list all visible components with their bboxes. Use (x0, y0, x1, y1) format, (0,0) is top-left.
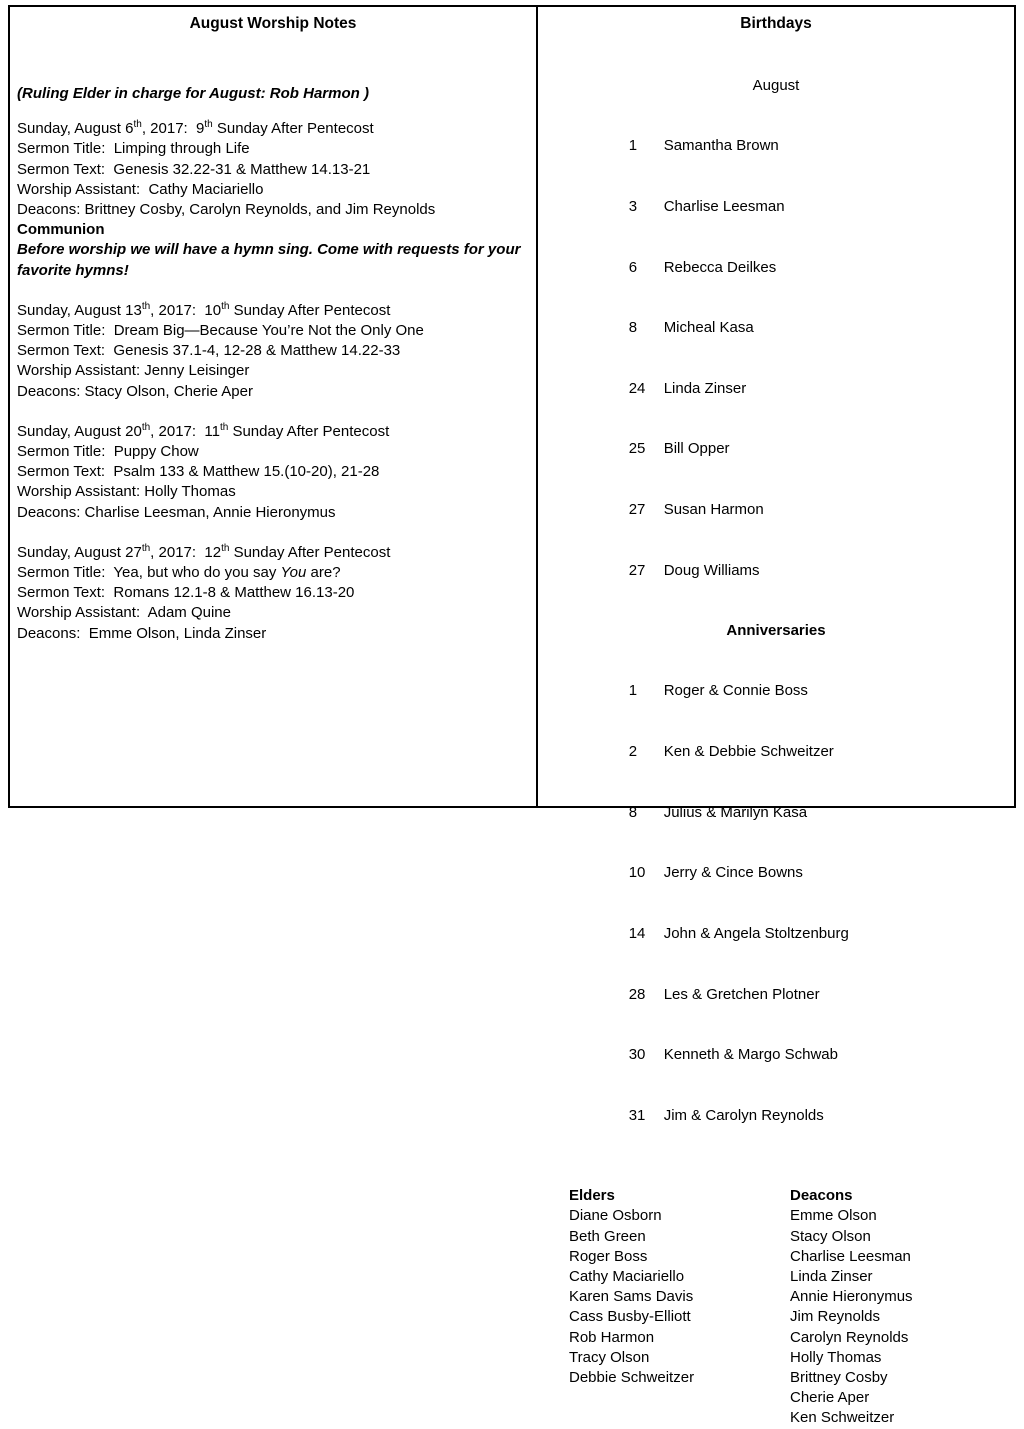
elders-column (569, 1186, 790, 1428)
birthday-name: Doug Williams (663, 561, 760, 579)
sermon-text-line: Sermon Text: Genesis 32.22-31 & Matthew 14.13-21 (17, 160, 371, 178)
officers-section (569, 1186, 1014, 1428)
birthday-row (587, 419, 1014, 480)
anniversary-day: 8 (628, 803, 638, 821)
ordinal-suffix: th (221, 300, 230, 312)
worship-assistant-line: Worship Assistant: Cathy Maciariello (17, 180, 264, 198)
deacon-name: Carolyn Reynolds (790, 1328, 909, 1346)
anniversary-names: John & Angela Stoltzenburg (663, 924, 849, 942)
birthday-day: 6 (628, 258, 638, 276)
deacons-column (790, 1186, 1014, 1428)
service-date-text: Sunday, August 6 (17, 120, 134, 138)
birthday-day: 25 (628, 440, 646, 458)
birthday-name: Bill Opper (663, 440, 730, 458)
deacon-name: Jim Reynolds (790, 1308, 881, 1326)
deacon-name: Ken Schweitzer (790, 1409, 895, 1427)
anniversary-row (587, 843, 1014, 904)
birthday-name: Linda Zinser (663, 379, 747, 397)
birthday-row (587, 177, 1014, 238)
service-date-text: , 2017: 9 (141, 120, 205, 138)
service-date-text: , 2017: 11 (150, 422, 220, 440)
birthday-day: 8 (628, 319, 638, 337)
birthday-row (587, 540, 1014, 601)
month-label: August (752, 77, 800, 94)
anniversary-names: Ken & Debbie Schweitzer (663, 743, 834, 761)
anniversaries-title: Anniversaries (726, 622, 826, 640)
service-block-august-13 (17, 301, 529, 402)
deacons-line: Deacons: Stacy Olson, Cherie Aper (17, 382, 253, 400)
service-date-text: Sunday After Pentecost (229, 301, 391, 319)
birthday-row (587, 359, 1014, 420)
deacon-name: Stacy Olson (790, 1227, 871, 1245)
anniversary-names: Jim & Carolyn Reynolds (663, 1106, 824, 1124)
service-date-text: , 2017: 12 (150, 543, 222, 561)
deacons-line: Deacons: Emme Olson, Linda Zinser (17, 624, 267, 642)
service-block-august-27 (17, 543, 529, 644)
anniversary-row (587, 964, 1014, 1025)
deacon-name: Charlise Leesman (790, 1247, 911, 1265)
birthday-name: Susan Harmon (663, 501, 764, 519)
anniversary-day: 2 (628, 743, 638, 761)
elder-name: Cathy Maciariello (569, 1267, 685, 1285)
service-date-text: Sunday, August 20 (17, 422, 142, 440)
worship-notes-title: August Worship Notes (189, 15, 357, 32)
birthday-name: Rebecca Deilkes (663, 258, 777, 276)
sermon-title-line: Sermon Title: Limping through Life (17, 140, 250, 158)
birthdays-title: Birthdays (740, 15, 812, 32)
birthday-row (587, 237, 1014, 298)
birthday-day: 27 (628, 501, 646, 519)
anniversary-day: 30 (628, 1046, 646, 1064)
birthday-day: 24 (628, 379, 646, 397)
anniversary-names: Les & Gretchen Plotner (663, 985, 820, 1003)
ordinal-suffix: th (221, 542, 230, 554)
deacons-line: Deacons: Charlise Leesman, Annie Hieronymus (17, 503, 336, 521)
ordinal-suffix: th (141, 421, 151, 433)
deacons-line: Deacons: Brittney Cosby, Carolyn Reynolds, and Jim Reynolds (17, 201, 436, 219)
elder-name: Karen Sams Davis (569, 1288, 694, 1306)
elder-name: Debbie Schweitzer (569, 1368, 695, 1386)
service-date-text: Sunday After Pentecost (229, 543, 391, 561)
anniversary-row (587, 1025, 1014, 1086)
sermon-title-emphasis: You (280, 564, 307, 582)
birthday-row (587, 298, 1014, 359)
birthday-row (587, 480, 1014, 541)
deacon-name: Emme Olson (790, 1207, 877, 1225)
worship-assistant-line: Worship Assistant: Holly Thomas (17, 483, 236, 501)
anniversary-names: Julius & Marilyn Kasa (663, 803, 808, 821)
anniversary-day: 10 (628, 864, 646, 882)
service-date-heading (17, 422, 529, 442)
sermon-title-line: Sermon Title: Dream Big—Because You’re Not the Only One (17, 322, 424, 340)
newsletter-page (8, 5, 1016, 1427)
service-date-text: Sunday, August 27 (17, 543, 142, 561)
elders-list (569, 1206, 790, 1388)
anniversary-row (587, 661, 1014, 722)
birthday-name: Micheal Kasa (663, 319, 754, 337)
service-date-text: , 2017: 10 (150, 301, 222, 319)
anniversary-day: 31 (628, 1106, 646, 1124)
anniversary-day: 28 (628, 985, 646, 1003)
deacon-name: Cherie Aper (790, 1389, 870, 1407)
anniversary-day: 14 (628, 924, 646, 942)
service-date-text: Sunday After Pentecost (228, 422, 390, 440)
birthday-day: 1 (628, 137, 638, 155)
ordinal-suffix: th (141, 542, 151, 554)
deacons-heading: Deacons (790, 1187, 853, 1205)
service-block-august-6 (17, 119, 529, 281)
birthday-name: Charlise Leesman (663, 198, 785, 216)
birthday-name: Samantha Brown (663, 137, 779, 155)
sermon-title-text: are? (306, 564, 341, 582)
worship-assistant-line: Worship Assistant: Jenny Leisinger (17, 362, 250, 380)
worship-assistant-line: Worship Assistant: Adam Quine (17, 604, 231, 622)
hymn-sing-note: Before worship we will have a hymn sing. Come with requests for your favorite hymns! (17, 241, 525, 279)
service-date-text: Sunday, August 13 (17, 301, 142, 319)
sermon-text-line: Sermon Text: Romans 12.1-8 & Matthew 16.13-20 (17, 584, 355, 602)
elder-name: Cass Busby-Elliott (569, 1308, 691, 1326)
service-date-text: Sunday After Pentecost (212, 120, 374, 138)
worship-notes-panel (10, 7, 538, 806)
birthdays-panel (538, 7, 1014, 1427)
deacon-name: Holly Thomas (790, 1348, 882, 1366)
sermon-title-text: Sermon Title: Yea, but who do you say (17, 564, 281, 582)
elder-name: Beth Green (569, 1227, 646, 1245)
anniversaries-list (538, 661, 1014, 1146)
deacon-name: Brittney Cosby (790, 1368, 888, 1386)
elder-name: Diane Osborn (569, 1207, 662, 1225)
birthdays-list (538, 116, 1014, 601)
service-date-heading (17, 119, 529, 139)
communion-line: Communion (17, 221, 105, 239)
elder-name: Roger Boss (569, 1247, 648, 1265)
anniversary-row (587, 783, 1014, 844)
service-date-heading (17, 301, 529, 321)
sermon-title-line (17, 563, 529, 583)
ordinal-suffix: th (133, 119, 142, 131)
sermon-title-line: Sermon Title: Puppy Chow (17, 443, 199, 461)
birthday-row (587, 116, 1014, 177)
elders-heading: Elders (569, 1187, 615, 1205)
sermon-text-line: Sermon Text: Psalm 133 & Matthew 15.(10-20), 21-28 (17, 463, 380, 481)
ordinal-suffix: th (141, 300, 151, 312)
deacon-name: Annie Hieronymus (790, 1288, 913, 1306)
anniversary-names: Roger & Connie Boss (663, 682, 808, 700)
ordinal-suffix: th (204, 119, 213, 131)
sermon-text-line: Sermon Text: Genesis 37.1-4, 12-28 & Matthew 14.22-33 (17, 342, 401, 360)
deacon-name: Linda Zinser (790, 1267, 873, 1285)
ruling-elder-note: (Ruling Elder in charge for August: Rob Harmon ) (17, 85, 369, 102)
deacons-list (790, 1206, 1014, 1428)
anniversary-row (587, 1086, 1014, 1147)
elder-name: Tracy Olson (569, 1348, 650, 1366)
anniversary-names: Kenneth & Margo Schwab (663, 1046, 838, 1064)
anniversary-row (587, 904, 1014, 965)
service-block-august-20 (17, 422, 529, 523)
anniversary-row (587, 722, 1014, 783)
anniversary-names: Jerry & Cince Bowns (663, 864, 803, 882)
birthday-day: 3 (628, 198, 638, 216)
service-date-heading (17, 543, 529, 563)
ordinal-suffix: th (219, 421, 229, 433)
elder-name: Rob Harmon (569, 1328, 655, 1346)
anniversary-day: 1 (628, 682, 638, 700)
birthday-day: 27 (628, 561, 646, 579)
